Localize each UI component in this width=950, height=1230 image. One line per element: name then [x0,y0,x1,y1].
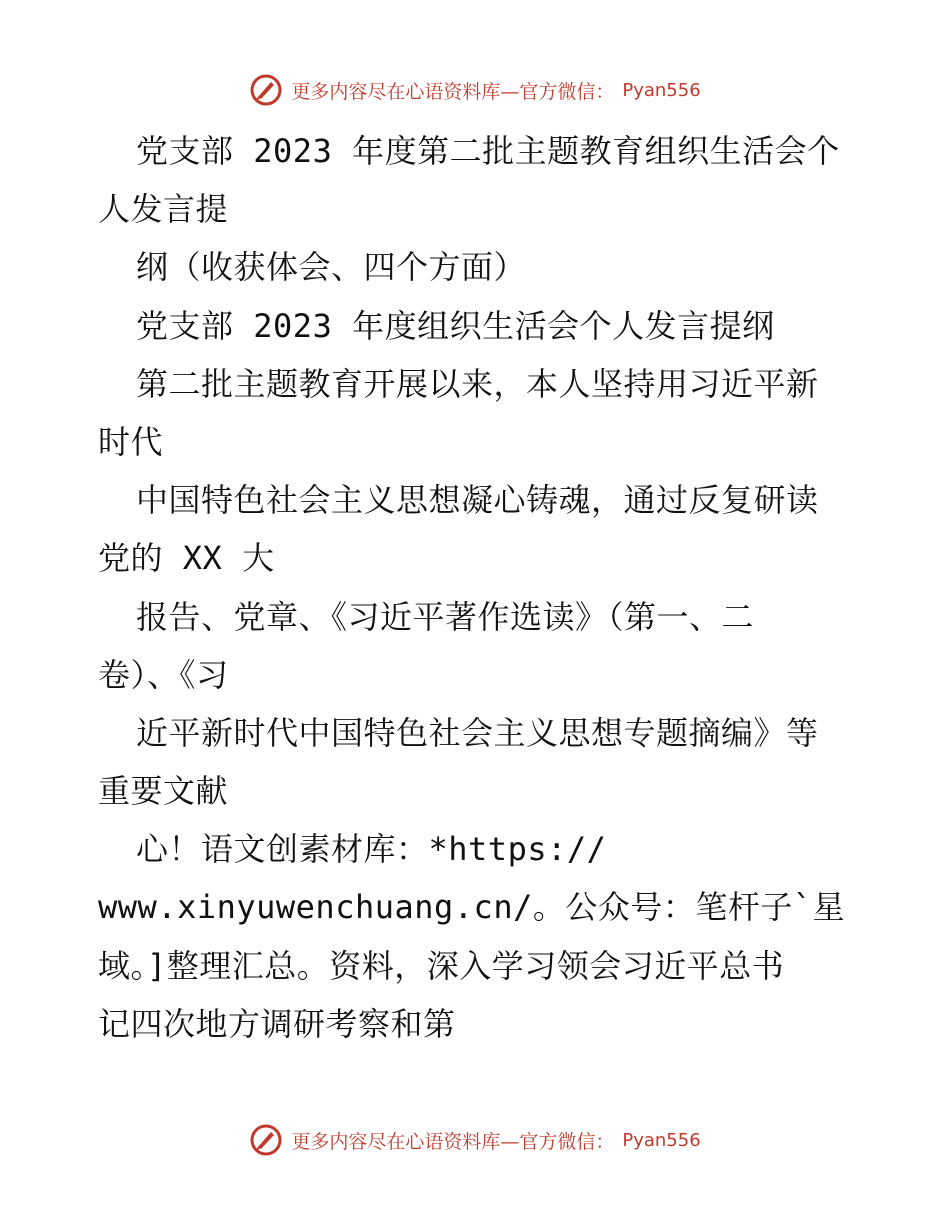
quill-logo-icon [249,1123,283,1157]
watermark-brand-text: 更多内容尽在心语资料库—官方微信： [291,1130,615,1153]
text-line: 心！语文创素材库：*https:// [136,830,607,869]
text-line: 域。]整理汇总。资料，深入学习领会习近平总书 [98,946,785,985]
text-line: 党支部 2023 年度第二批主题教育组织生活会个 [136,132,840,170]
header-watermark [0,70,950,110]
text-line: 人发言提 [98,190,229,229]
text-line: 中国特色社会主义思想凝心铸魂，通过反复研读 [136,481,819,520]
document-body [98,122,858,1053]
footer-watermark [0,1120,950,1160]
watermark-brand-text: 更多内容尽在心语资料库—官方微信： [291,80,615,103]
text-line: 党的 XX 大 [98,539,275,578]
watermark-wechat-id: Pyan556 [622,1129,701,1151]
text-line: 党支部 2023 年度组织生活会个人发言提纲 [136,306,775,345]
text-line: 重要文献 [98,772,229,811]
text-line: 报告、党章、《习近平著作选读》（第一、二 [136,597,755,636]
text-line: 时代 [98,422,164,461]
quill-logo-icon [249,73,283,107]
text-line: 纲（收获体会、四个方面） [136,248,527,287]
watermark-wechat-id: Pyan556 [622,79,701,101]
text-line: 第二批主题教育开展以来，本人坚持用习近平新 [136,364,819,403]
text-line: www.xinyuwenchuang.cn/。公众号：笔杆子`星 [98,888,846,927]
text-line: 近平新时代中国特色社会主义思想专题摘编》等 [136,713,819,752]
text-line: 记四次地方调研考察和第 [98,1004,456,1043]
text-line: 卷）、《习 [98,655,229,694]
